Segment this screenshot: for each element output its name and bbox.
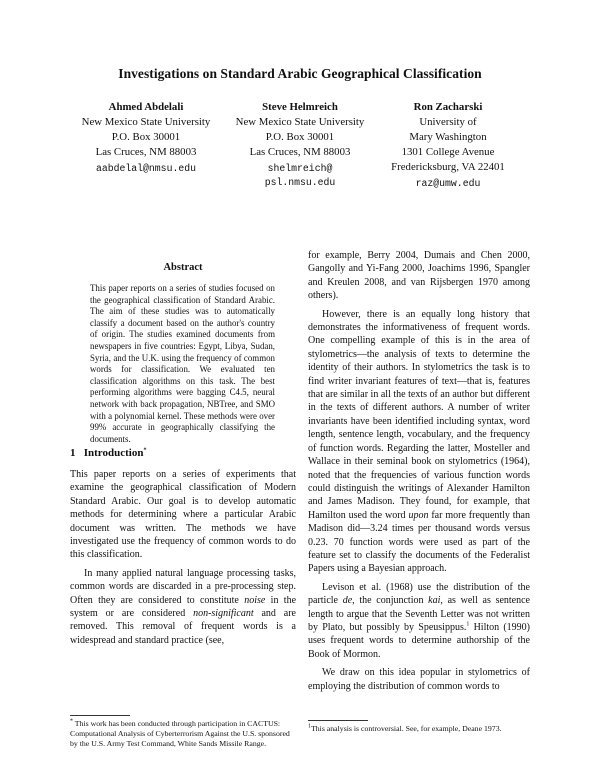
author-email-line: raz@umw.edu [415,178,481,189]
author-affiliation-line: Mary Washington [409,131,487,143]
paper-title: Investigations on Standard Arabic Geographical Classification [118,66,482,81]
author-email [378,177,518,191]
footnote-mark: * [70,718,73,725]
right-paragraph-3 [308,581,530,661]
author-block-3 [378,100,518,191]
emphasis-text: upon [408,509,429,521]
author-email-line: aabdelal@nmsu.edu [96,163,196,174]
author-affiliation-line: University of [419,116,477,128]
right-paragraph-2 [308,308,530,576]
right-paragraph-1: for example, Berry 2004, Dumais and Chen 2000, Gangolly and Yi-Fang 2000, Joachims 1996, Spangler and Kreulen 2008, and van Rijsbergen 1970 among others). [308,250,530,302]
author-name: Steve Helmreich [262,101,338,113]
emphasis-text: kai [428,595,441,607]
body-text: , as well as sentence length to argue that the Seventh Letter was not written by Plato, but possibly by Speusippus. [308,595,530,633]
author-affiliation-line: Las Cruces, NM 88003 [249,146,351,158]
body-text: Levison et al. (1968) use the distribution of the particle [308,581,530,607]
section-title: Introduction [83,447,144,459]
author-affiliation-line: 1301 College Avenue [401,146,495,158]
intro-text: in the system or are considered [70,594,297,620]
footnote-mark: 1 [308,723,311,730]
footnote-text: This analysis is controversial. See, for example, Deane 1973. [311,724,502,733]
footnote-ref: 1 [466,621,470,628]
footnote-left [70,719,296,748]
author-block-2 [228,100,372,190]
emphasis-text: de [342,595,353,607]
body-text: However, there is an equally long history that demonstrates the informativeness of frequent words. One compelling example of this is in the area of stylometrics—the analysis of texts to determine the identity of their authors. In stylometrics the task is to find writer invariant features of text—that is, features that are similar in all the texts of an author but different in the texts of different authors. A number of writer invariants have been identified including syntax, word length, sentence length, vocabulary, and the frequency of function words. Regarding the latter, Mosteller and Wallace in their seminal book on stylometrics (1964), noted that the frequencies of various function words could distinguish the writings of Alexander Hamilton and James Madison. They found, for example, that Hamilton used the word [308,308,530,521]
footnote-rule [70,715,130,716]
right-paragraph-4: We draw on this idea popular in stylometrics of employing the distribution of common words to [308,667,530,692]
intro-paragraph-1: This paper reports on a series of experiments that examine the geographical classification of Modern Standard Arabic. Our goal is to develop automatic methods for determining where a particular Arabic document was written. The methods we have investigated use the frequency of common words to do this classification. [70,469,296,561]
section-heading [70,447,146,459]
author-affiliation-line: P.O. Box 30001 [111,131,181,143]
section-number: 1 [70,447,76,459]
author-affiliation-line: New Mexico State University [235,116,365,128]
author-name: Ahmed Abdelali [108,101,184,113]
author-name: Ron Zacharski [413,101,483,113]
author-email-line: shelmreich@ [267,163,333,174]
author-affiliation-line: New Mexico State University [81,116,211,128]
author-affiliation-line: Fredericksburg, VA 22401 [391,161,505,173]
intro-text: In many applied natural language processing tasks, common words are discarded in a pre-processing step. Often they are considered to constitute [70,567,296,606]
author-affiliation-line: P.O. Box 30001 [265,131,335,143]
author-affiliation-line: Las Cruces, NM 88003 [95,146,197,158]
body-text: Hilton (1990) uses frequent words to determine authorship of the Book of Mormon. [308,621,530,660]
emphasis-text: non-significant [193,608,254,620]
emphasis-text: noise [244,594,266,606]
author-email-line: psl.nmsu.edu [264,177,336,188]
author-block-1 [76,100,216,176]
intro-paragraph-2 [70,567,296,647]
author-email [228,162,372,190]
footnote-text: This work has been conducted through participation in CACTUS: Computational Analysis of Cyberterrorism Against the U.S. sponsored by the U.S. Army Test Command, White Sands Missile Range. [70,719,290,748]
intro-text: and are removed. This removal of frequent words is a widespread and standard practice (see, [70,608,296,646]
section-footnote-mark: * [143,447,147,454]
body-text: far more frequently than Madison did—3.24 times per thousand words versus 0.23. 70 function words were used as part of the feature set to classify the documents of the Federalist Papers using a Bayesian approach. [308,509,530,575]
footnote-right [308,724,530,734]
footnote-rule [308,720,368,721]
abstract-text: This paper reports on a series of studies focused on the geographical classification of Standard Arabic. The aim of these studies was to automatically classify a document based on the author's country of origin. The studies examined documents from newspapers in five countries: Egypt, Libya, Sudan, Syria, and the U.K. using the frequency of common words for classification. We evaluated ten classification algorithms on this task. The best performing algorithms were bagging C4.5, neural network with back propagation, NBTree, and SMO with a polynomial kernel. These methods were over 99% accurate in geographically classifying the documents. [90,283,275,444]
author-email [76,162,216,176]
right-column-body [308,249,530,693]
intro-body [70,468,296,647]
body-text: , the conjunction [352,595,429,607]
abstract-heading: Abstract [163,262,203,273]
